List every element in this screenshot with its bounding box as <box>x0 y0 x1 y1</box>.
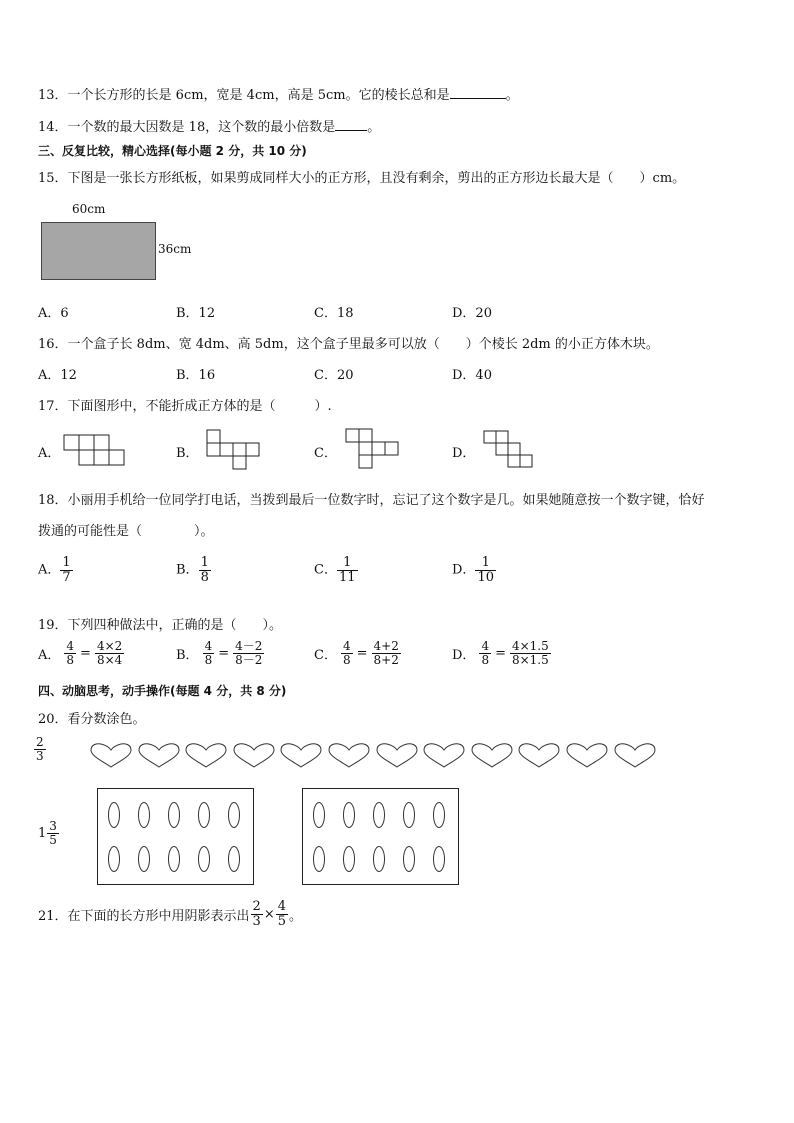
q18-option-d[interactable]: D． $\frac{1}{10}$ <box>452 555 494 585</box>
fraction: $\frac{1}{10}$ <box>477 555 494 585</box>
q16-option-a[interactable]: A．12 <box>38 368 77 383</box>
q17-option-b[interactable]: B． <box>176 446 199 461</box>
question-13-text: 13．一个长方形的长是 6cm，宽是 4cm，高是 5cm。它的棱长总和是 <box>38 88 450 103</box>
cube-net-d-figure <box>483 430 535 470</box>
q16-option-c[interactable]: C．20 <box>314 368 354 383</box>
heart-shape[interactable] <box>518 742 560 768</box>
hearts-row <box>90 740 670 772</box>
oval-shape[interactable] <box>167 801 181 829</box>
heart-shape[interactable] <box>471 742 513 768</box>
oval-shape[interactable] <box>372 845 386 873</box>
question-21-text: 21．在下面的长方形中用阴影表示出 <box>38 908 250 924</box>
fraction: $\frac{4}{8}$ <box>342 639 351 667</box>
fraction: $\frac{4}{8}$ <box>481 639 490 667</box>
heart-shape[interactable] <box>566 742 608 768</box>
oval-box-1 <box>97 788 254 885</box>
fraction: $\frac{4\times 1.5}{8\times 1.5}$ <box>511 639 549 667</box>
q19-option-d[interactable]: D． $\frac{4}{8}$ = $\frac{4\times 1.5}{8\times 1.5}$ <box>452 639 549 667</box>
cube-net-a-figure <box>63 434 129 466</box>
oval-shape[interactable] <box>197 801 211 829</box>
section-heading-4: 四、动脑思考，动手操作(每题 4 分，共 8 分) <box>38 684 287 698</box>
cube-net-b-figure <box>206 429 264 471</box>
q17-option-a[interactable]: A． <box>38 446 61 461</box>
oval-shape[interactable] <box>312 845 326 873</box>
question-14: 14．一个数的最大因数是 18，这个数的最小倍数是 。 <box>38 120 381 135</box>
question-21: 21．在下面的长方形中用阴影表示出 $\frac{2}{3}$ × $\frac{4}{5}$ 。 <box>38 899 303 929</box>
q19-option-c[interactable]: C． $\frac{4}{8}$ = $\frac{4+2}{8+2}$ <box>314 639 399 667</box>
oval-shape[interactable] <box>432 845 446 873</box>
oval-shape[interactable] <box>137 801 151 829</box>
oval-shape[interactable] <box>227 801 241 829</box>
oval-shape[interactable] <box>227 845 241 873</box>
fraction-two-thirds: $\frac{2}{3}$ <box>36 735 44 763</box>
q17-option-c[interactable]: C． <box>314 446 337 461</box>
q15-option-a[interactable]: A．6 <box>38 306 69 321</box>
oval-shape[interactable] <box>107 845 121 873</box>
question-16-text: 16．一个盒子长 8dm、宽 4dm、高 5dm，这个盒子里最多可以放（ ）个棱长 2dm 的小正方体木块。 <box>38 337 659 352</box>
rectangle-width-label: 60cm <box>72 202 106 216</box>
question-20-text: 20．看分数涂色。 <box>38 712 146 727</box>
mixed-number-one-three-fifths: 1 $\frac{3}{5}$ <box>38 819 57 847</box>
question-19-text: 19．下列四种做法中，正确的是（ ）。 <box>38 618 283 633</box>
heart-shape[interactable] <box>280 742 322 768</box>
oval-shape[interactable] <box>402 845 416 873</box>
q18-option-b[interactable]: B． $\frac{1}{8}$ <box>176 555 209 585</box>
oval-shape[interactable] <box>107 801 121 829</box>
q16-option-d[interactable]: D．40 <box>452 368 492 383</box>
heart-shape[interactable] <box>376 742 418 768</box>
oval-shape[interactable] <box>342 801 356 829</box>
oval-shape[interactable] <box>312 801 326 829</box>
question-18-line2: 拨通的可能性是（ ）。 <box>38 524 214 539</box>
q16-option-b[interactable]: B．16 <box>176 368 216 383</box>
oval-shape[interactable] <box>402 801 416 829</box>
oval-box-2 <box>302 788 459 885</box>
heart-shape[interactable] <box>138 742 180 768</box>
q18-option-a[interactable]: A． $\frac{1}{7}$ <box>38 555 71 585</box>
answer-blank[interactable] <box>335 130 367 131</box>
cube-net-c-figure <box>345 428 401 470</box>
question-15-text: 15．下图是一张长方形纸板，如果剪成同样大小的正方形，且没有剩余，剪出的正方形边长最大是（ ）cm。 <box>38 171 686 186</box>
heart-shape[interactable] <box>328 742 370 768</box>
fraction: $\frac{4+2}{8+2}$ <box>373 639 399 667</box>
rectangle-height-label: 36cm <box>158 242 192 256</box>
question-14-text: 14．一个数的最大因数是 18，这个数的最小倍数是 <box>38 120 336 135</box>
oval-shape[interactable] <box>197 845 211 873</box>
oval-shape[interactable] <box>342 845 356 873</box>
fraction: $\frac{1}{11}$ <box>338 555 356 585</box>
q17-option-d[interactable]: D． <box>452 446 476 461</box>
question-13: 13．一个长方形的长是 6cm，宽是 4cm，高是 5cm。它的棱长总和是 。 <box>38 88 519 103</box>
heart-shape[interactable] <box>90 742 132 768</box>
heart-shape[interactable] <box>185 742 227 768</box>
q15-option-b[interactable]: B．12 <box>176 306 216 321</box>
heart-shape[interactable] <box>614 742 656 768</box>
section-heading-3: 三、反复比较，精心选择(每小题 2 分，共 10 分) <box>38 144 307 158</box>
q15-option-c[interactable]: C．18 <box>314 306 354 321</box>
fraction: $\frac{4-2}{8-2}$ <box>235 639 263 667</box>
q19-option-a[interactable]: A． $\frac{4}{8}$ = $\frac{4\times 2}{8\times 4}$ <box>38 639 123 667</box>
oval-shape[interactable] <box>372 801 386 829</box>
heart-shape[interactable] <box>423 742 465 768</box>
fraction: $\frac{4}{8}$ <box>66 639 75 667</box>
fraction: $\frac{1}{7}$ <box>62 555 71 585</box>
fraction: $\frac{4\times 2}{8\times 4}$ <box>96 639 123 667</box>
oval-shape[interactable] <box>137 845 151 873</box>
answer-blank[interactable] <box>450 98 506 99</box>
gray-rectangle-figure <box>41 222 156 280</box>
question-18-line1: 18．小丽用手机给一位同学打电话，当拨到最后一位数字时，忘记了这个数字是几。如果她随意按一个数字键，恰好 <box>38 493 705 508</box>
q19-option-b[interactable]: B． $\frac{4}{8}$ = $\frac{4-2}{8-2}$ <box>176 639 263 667</box>
oval-shape[interactable] <box>167 845 181 873</box>
question-17-text: 17．下面图形中，不能折成正方体的是（ ）. <box>38 399 332 414</box>
fraction: $\frac{1}{8}$ <box>200 555 209 585</box>
oval-shape[interactable] <box>432 801 446 829</box>
heart-shape[interactable] <box>233 742 275 768</box>
q15-option-d[interactable]: D．20 <box>452 306 492 321</box>
fraction: $\frac{4}{8}$ <box>204 639 213 667</box>
q18-option-c[interactable]: C． $\frac{1}{11}$ <box>314 555 356 585</box>
